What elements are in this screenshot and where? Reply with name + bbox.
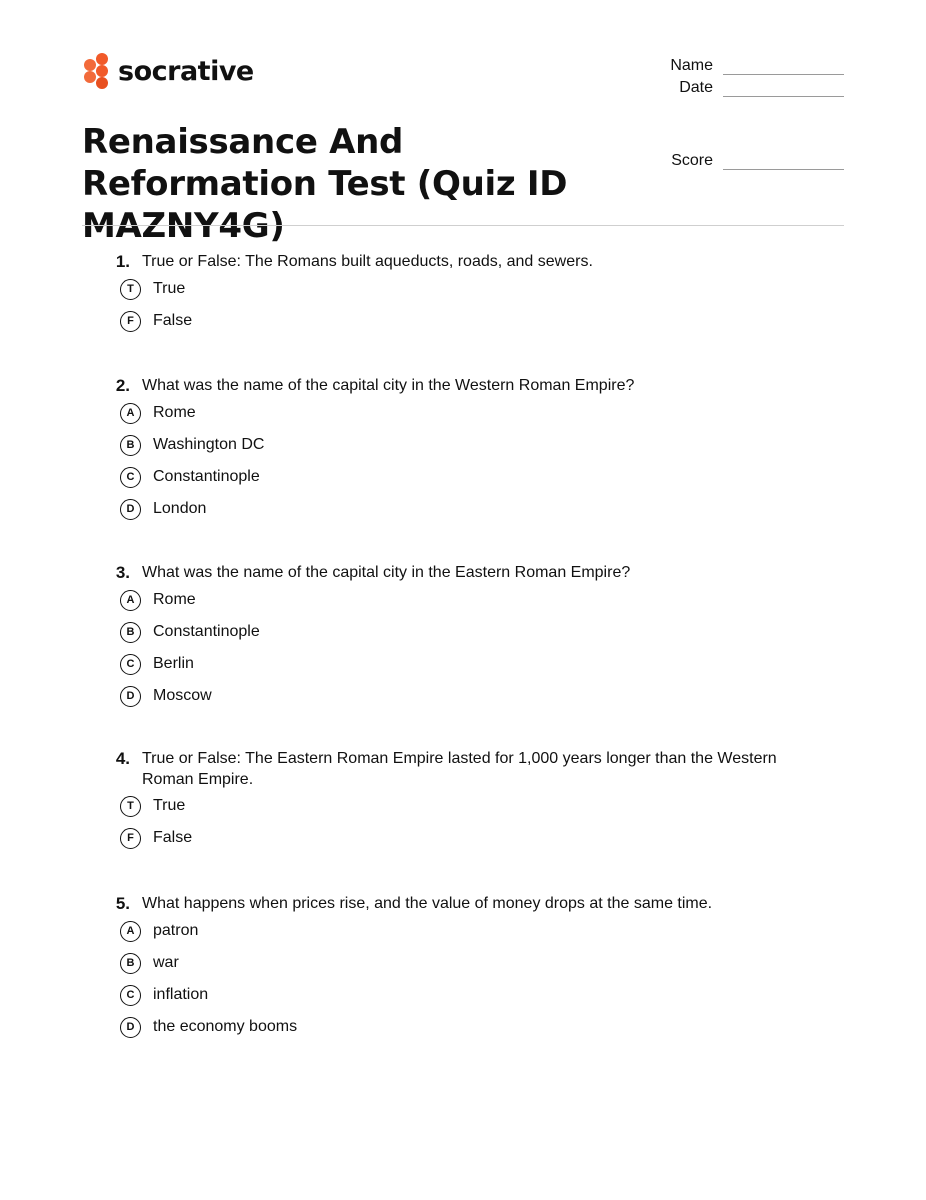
option-text: True: [153, 797, 186, 814]
question-5: [82, 893, 802, 1043]
question-number: 5.: [115, 894, 130, 913]
option-text: Washington DC: [153, 436, 265, 453]
name-label: Name: [670, 57, 713, 74]
answer-bubble[interactable]: F: [120, 311, 141, 332]
answer-bubble[interactable]: C: [120, 467, 141, 488]
answer-bubble[interactable]: T: [120, 279, 141, 300]
question-text: What happens when prices rise, and the value of money drops at the same time.: [142, 895, 713, 912]
question-number: 4.: [115, 749, 130, 768]
option-b[interactable]: [120, 429, 802, 461]
option-c[interactable]: [120, 648, 802, 680]
option-f[interactable]: [120, 822, 802, 854]
answer-bubble[interactable]: A: [120, 403, 141, 424]
option-text: Rome: [153, 404, 196, 421]
option-a[interactable]: [120, 397, 802, 429]
option-text: Constantinople: [153, 623, 260, 640]
question-text: True or False: The Romans built aqueducts, roads, and sewers.: [142, 253, 593, 270]
answer-bubble[interactable]: F: [120, 828, 141, 849]
name-field-row: [653, 57, 844, 75]
question-1: [82, 251, 802, 337]
option-c[interactable]: [120, 461, 802, 493]
option-text: inflation: [153, 986, 209, 1003]
question-text: What was the name of the capital city in the Western Roman Empire?: [142, 377, 635, 394]
option-text: patron: [153, 922, 199, 939]
option-text: Constantinople: [153, 468, 260, 485]
option-f[interactable]: [120, 305, 802, 337]
option-text: False: [153, 312, 193, 329]
option-text: Moscow: [153, 687, 212, 704]
option-text: Berlin: [153, 655, 194, 672]
option-text: war: [153, 954, 179, 971]
question-number: 2.: [115, 376, 130, 395]
answer-bubble[interactable]: B: [120, 435, 141, 456]
option-d[interactable]: [120, 1011, 802, 1043]
question-number: 3.: [115, 563, 130, 582]
question-3: [82, 562, 802, 712]
score-label: Score: [671, 152, 713, 169]
option-d[interactable]: [120, 493, 802, 525]
date-field[interactable]: [723, 82, 844, 97]
score-field[interactable]: [723, 155, 844, 170]
name-field[interactable]: [723, 60, 844, 75]
header-divider: [82, 225, 844, 226]
option-a[interactable]: [120, 584, 802, 616]
answer-bubble[interactable]: D: [120, 1017, 141, 1038]
answer-bubble[interactable]: D: [120, 499, 141, 520]
question-number: 1.: [115, 252, 130, 271]
answer-bubble[interactable]: C: [120, 654, 141, 675]
answer-bubble[interactable]: B: [120, 953, 141, 974]
answer-bubble[interactable]: D: [120, 686, 141, 707]
answer-bubble[interactable]: A: [120, 921, 141, 942]
option-a[interactable]: [120, 915, 802, 947]
score-field-row: [653, 152, 844, 170]
question-text: True or False: The Eastern Roman Empire lasted for 1,000 years longer than the Western Roman Empire.: [142, 750, 777, 788]
question-4: [82, 748, 802, 854]
page-title: Renaissance And Reformation Test (Quiz ID MAZNY4G): [82, 122, 568, 246]
option-text: the economy booms: [153, 1018, 298, 1035]
option-d[interactable]: [120, 680, 802, 712]
option-b[interactable]: [120, 947, 802, 979]
brand-logo: [82, 53, 254, 89]
hexagon-cluster-icon: [82, 53, 110, 89]
option-t[interactable]: [120, 790, 802, 822]
answer-bubble[interactable]: B: [120, 622, 141, 643]
option-text: True: [153, 280, 186, 297]
answer-bubble[interactable]: C: [120, 985, 141, 1006]
date-label: Date: [679, 79, 713, 96]
option-c[interactable]: [120, 979, 802, 1011]
date-field-row: [653, 79, 844, 97]
option-text: Rome: [153, 591, 196, 608]
option-b[interactable]: [120, 616, 802, 648]
brand-name: socrative: [118, 55, 254, 87]
question-text: What was the name of the capital city in the Eastern Roman Empire?: [142, 564, 631, 581]
answer-bubble[interactable]: T: [120, 796, 141, 817]
option-text: False: [153, 829, 193, 846]
option-text: London: [153, 500, 207, 517]
option-t[interactable]: [120, 273, 802, 305]
answer-bubble[interactable]: A: [120, 590, 141, 611]
question-2: [82, 375, 802, 525]
